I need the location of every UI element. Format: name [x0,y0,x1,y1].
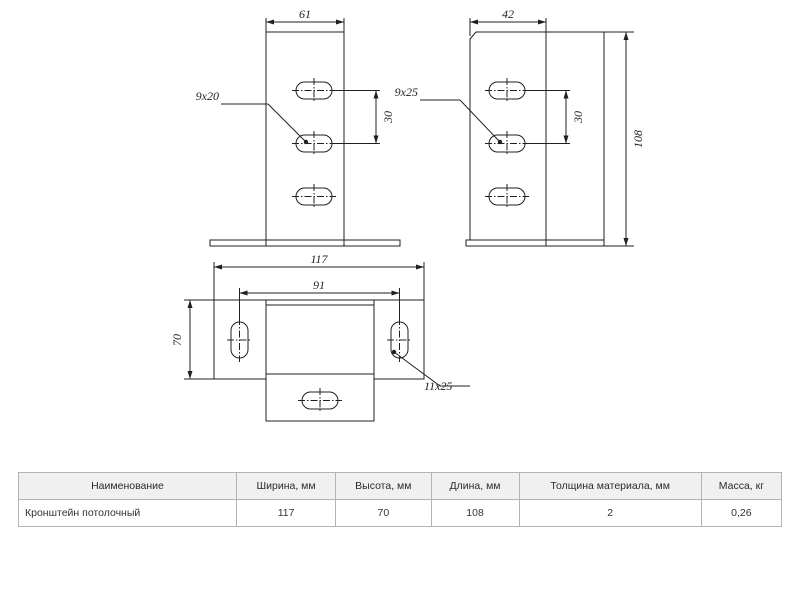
dimension-label-42: 42 [502,7,514,21]
table-header-name: Наименование [19,473,237,500]
dimension-label-61: 61 [299,7,311,21]
cell-length: 108 [431,500,519,527]
side-view [420,18,634,246]
front-view [210,18,400,246]
dimension-label-91: 91 [313,278,325,292]
dimension-70 [184,300,214,379]
table-header-width: Ширина, мм [237,473,336,500]
dimension-label-30-side: 30 [571,111,585,123]
top-view [184,262,470,421]
dimension-label-108: 108 [631,130,645,148]
table-header-mass: Масса, кг [701,473,781,500]
table-header-height: Высота, мм [336,473,431,500]
dimension-label-70: 70 [170,334,184,346]
specification-table [18,472,782,527]
cell-width: 117 [237,500,336,527]
callout-label-11x25: 11x25 [424,379,453,393]
table-row [19,500,782,527]
table-header-row [19,473,782,500]
dimension-label-117: 117 [310,252,328,266]
table-header-length: Длина, мм [431,473,519,500]
cell-height: 70 [336,500,431,527]
cell-thickness: 2 [519,500,701,527]
callout-label-9x20: 9x20 [195,89,219,103]
cell-name: Кронштейн потолочный [19,500,237,527]
dimension-108 [604,32,634,246]
table-header-thickness: Толщина материала, мм [519,473,701,500]
callout-label-9x25: 9x25 [394,85,418,99]
cell-mass: 0,26 [701,500,781,527]
dimension-label-30-front: 30 [381,111,395,123]
